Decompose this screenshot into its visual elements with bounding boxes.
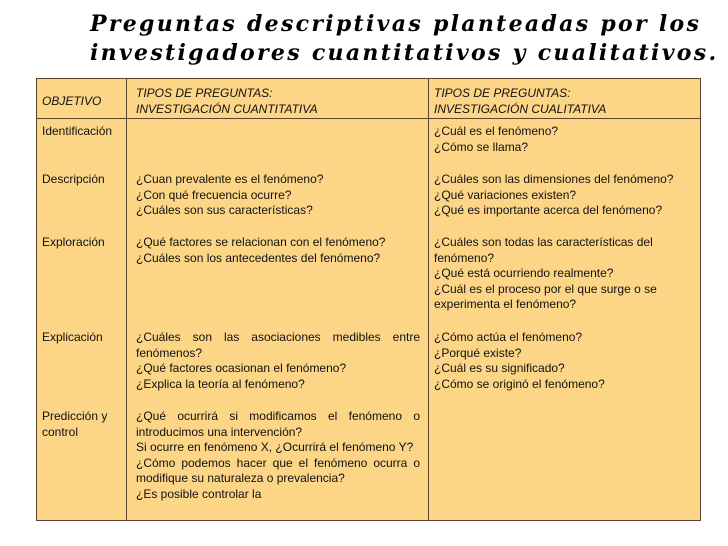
- row-cualitativa-explicacion: ¿Cómo actúa el fenómeno? ¿Porqué existe? ¿Cuál es su significado? ¿Cómo se originó el fenómeno?: [434, 330, 605, 391]
- row-objective-explicacion: Explicación: [42, 330, 103, 344]
- row-objective-descripcion: Descripción: [42, 172, 105, 186]
- header-divider: [37, 118, 700, 119]
- row-cuantitativa-exploracion: ¿Qué factores se relacionan con el fenómeno? ¿Cuáles son los antecedentes del fenómeno?: [136, 235, 386, 265]
- row-objective-exploracion: Exploración: [42, 235, 105, 249]
- questions-table: [36, 78, 701, 521]
- header-cualitativa: TIPOS DE PREGUNTAS: INVESTIGACIÓN CUALITATIVA: [434, 86, 607, 116]
- header-cuantitativa: TIPOS DE PREGUNTAS: INVESTIGACIÓN CUANTITATIVA: [136, 86, 318, 116]
- header-objetivo: OBJETIVO: [42, 94, 102, 108]
- row-cualitativa-descripcion: ¿Cuáles son las dimensiones del fenómeno? ¿Qué variaciones existen? ¿Qué es importante acerca del fenómeno?: [434, 172, 674, 217]
- column-divider: [126, 79, 127, 520]
- row-cuantitativa-explicacion: ¿Cuáles son las asociaciones medibles entre fenómenos? ¿Qué factores ocasionan el fenómeno? ¿Explica la teoría al fenómeno?: [136, 330, 420, 391]
- row-objective-identificacion: Identificación: [42, 124, 113, 138]
- row-cuantitativa-prediccion: ¿Qué ocurrirá si modificamos el fenómeno o introducimos una intervención? Si ocurre en fenómeno X, ¿Ocurrirá el fenómeno Y? ¿Cómo podemos hacer que el fenómeno ocurra o modifique su naturaleza o prevalencia? ¿Es posible controlar la: [136, 409, 420, 501]
- title-line-2: investigadores cuantitativos y cualitativos.: [90, 40, 719, 66]
- row-cualitativa-identificacion: ¿Cuál es el fenómeno? ¿Cómo se llama?: [434, 124, 559, 154]
- row-cuantitativa-descripcion: ¿Cuan prevalente es el fenómeno? ¿Con qué frecuencia ocurre? ¿Cuáles son sus características?: [136, 172, 324, 217]
- row-cualitativa-exploracion: ¿Cuáles son todas las características del fenómeno? ¿Qué está ocurriendo realmente? ¿Cuál es el proceso por el que surge o se experimenta el fenómeno?: [434, 235, 657, 311]
- title-line-1: Preguntas descriptivas planteadas por los: [90, 11, 702, 37]
- column-divider: [428, 79, 429, 520]
- row-objective-prediccion: Predicción y control: [42, 409, 108, 439]
- page-title: [90, 10, 719, 68]
